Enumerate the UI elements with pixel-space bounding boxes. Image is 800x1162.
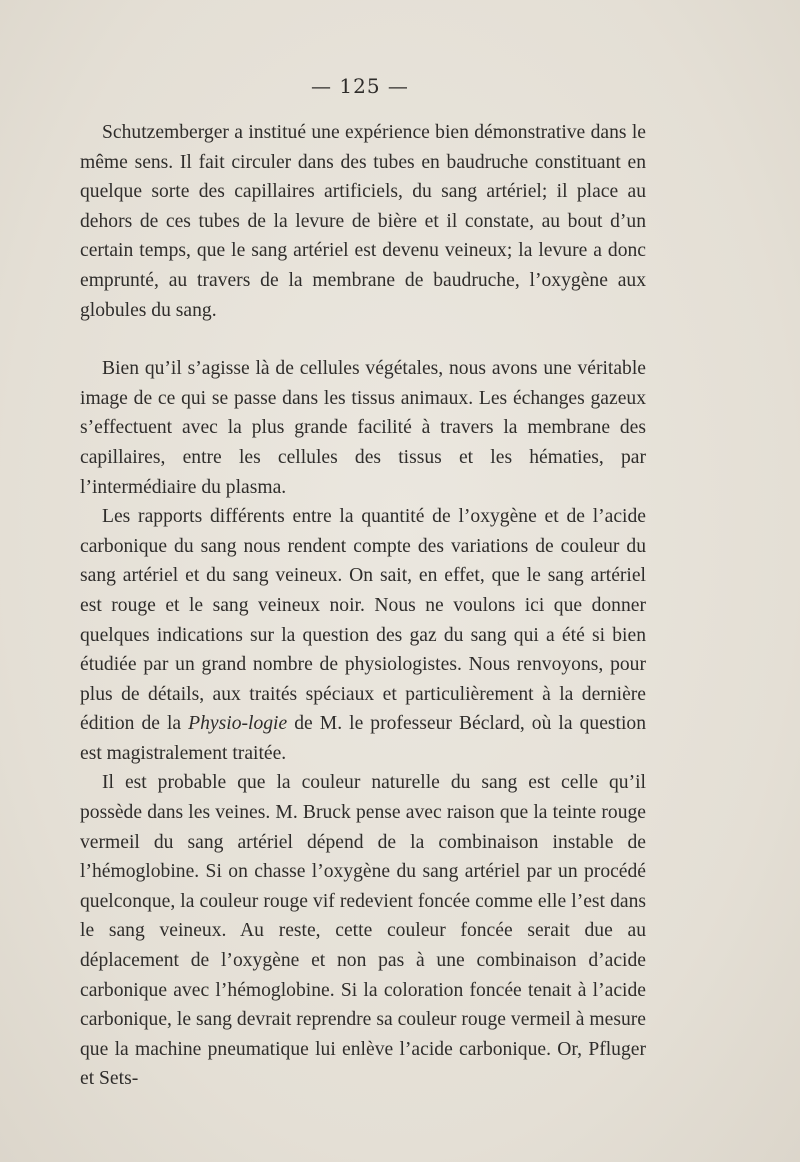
body-text — [80, 118, 646, 1094]
paragraph-1 — [80, 118, 646, 325]
paragraph-text: de M. le professeur Béclard, où la question est magistralement traitée. — [80, 713, 646, 764]
book-title-italic: Physio-logie — [188, 713, 288, 735]
paragraph-text: Les rapports différents entre la quantité de l’oxygène et de l’acide carbonique du sang nous rendent compte des variations de couleur du sang artériel et du sang veineux. On sait, en effet, que le sang artériel est rouge et le sang veineux noir. Nous ne voulons ici que donner quelques indications sur la question des gaz du sang qui a été si bien étudiée par un grand nombre de physiologistes. Nous renvoyons, pour plus de détails, aux traités spéciaux et particulièrement à la dernière édition de la — [80, 506, 646, 735]
paragraph-4 — [80, 768, 646, 1094]
paragraph-text: Bien qu’il s’agisse là de cellules végétales, nous avons une véritable image de ce qui se passe dans les tissus animaux. Les échanges gazeux s’effectuent avec la plus grande facilité à travers la membrane des capillaires, entre les cellules des tissus et les hématies, par l’intermédiaire du plasma. — [80, 358, 646, 498]
page-number: — 125 — — [311, 74, 409, 98]
paragraph-2 — [80, 354, 646, 502]
paragraph-text: Schutzemberger a institué une expérience bien démonstrative dans le même sens. Il fait circuler dans des tubes en baudruche constituant en quelque sorte des capillaires artificiels, du sang artériel; il place au dehors de ces tubes de la levure de bière et il constate, au bout d’un certain temps, que le sang artériel est devenu veineux; la levure a donc emprunté, au travers de la membrane de baudruche, l’oxygène aux globules du sang. — [80, 122, 646, 321]
paragraph-3 — [80, 502, 646, 768]
paragraph-text: Il est probable que la couleur naturelle du sang est celle qu’il possède dans les veines. M. Bruck pense avec raison que la teinte rouge vermeil du sang artériel dépend de la combinaison instable de l’hémoglobine. Si on chasse l’oxygène du sang artériel par un procédé quelconque, la couleur rouge vif redevient foncée comme elle l’est dans le sang veineux. Au reste, cette couleur foncée serait due au déplacement de l’oxygène et non pas à une combinaison d’acide carbonique avec l’hémoglobine. Si la coloration foncée tenait à l’acide carbonique, le sang devrait reprendre sa couleur rouge vermeil à mesure que la machine pneumatique lui enlève l’acide carbonique. Or, Pfluger et Sets- — [80, 772, 646, 1090]
